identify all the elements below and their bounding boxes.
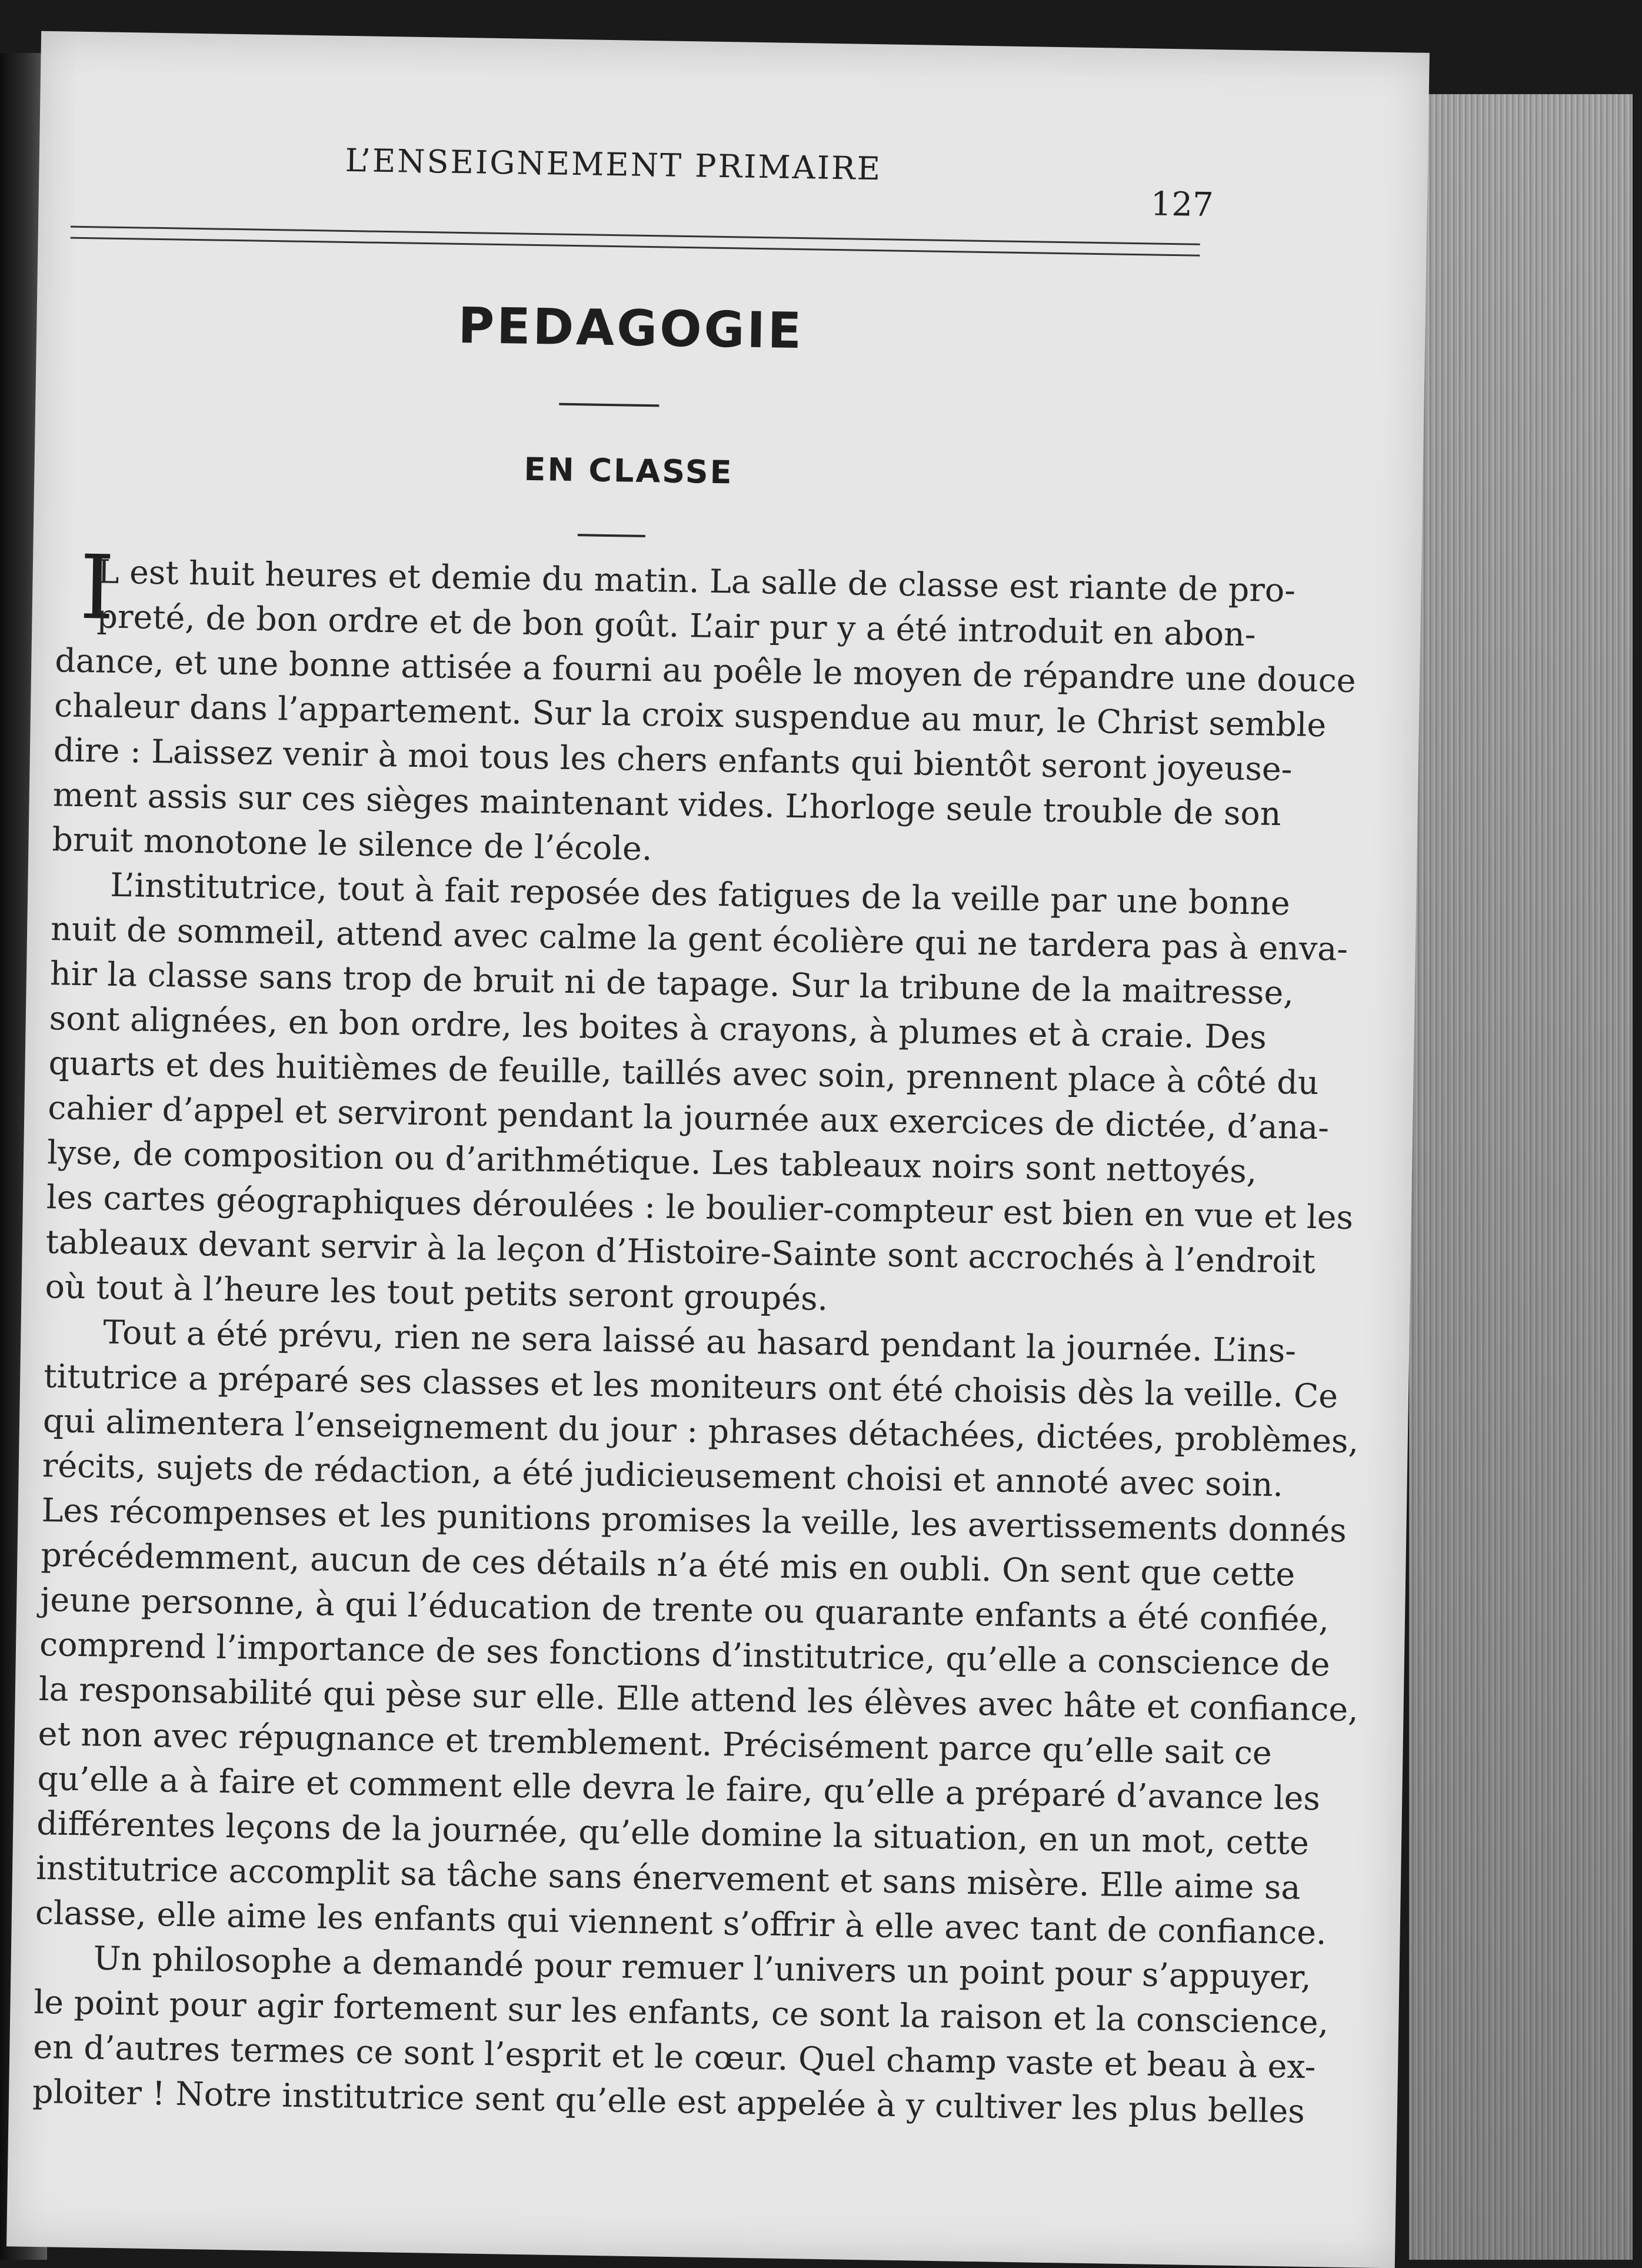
text-line: classe, elle aime les enfants qui viennent s’offrir à elle avec tant de confiance. bbox=[35, 1894, 1327, 1953]
header-double-rule bbox=[71, 226, 1200, 257]
text-line: les cartes géographiques déroulées : le boulier-compteur est bien en vue et les bbox=[46, 1179, 1354, 1238]
text-line: en d’autres termes ce sont l’esprit et le cœur. Quel champ vaste et beau à ex- bbox=[32, 2028, 1316, 2087]
text-line: Les récompenses et les punitions promises la veille, les avertissements donnés bbox=[41, 1492, 1347, 1550]
text-line: différentes leçons de la journée, qu’elle domine la situation, en un mot, cette bbox=[36, 1805, 1310, 1863]
text-line: hir la classe sans trop de bruit ni de tapage. Sur la tribune de la maitresse, bbox=[49, 955, 1294, 1013]
text-line: lyse, de composition ou d’arithmétique. Les tableaux noirs sont nettoyés, bbox=[46, 1134, 1257, 1191]
book-page-edges bbox=[1409, 94, 1633, 2260]
text-line: ment assis sur ces sièges maintenant vides. L’horloge seule trouble de son bbox=[52, 776, 1281, 834]
article-subtitle: EN CLASSE bbox=[524, 450, 734, 491]
title-rule bbox=[559, 403, 659, 407]
text-line: et non avec répugnance et tremblement. Précisément parce qu’elle sait ce bbox=[38, 1715, 1273, 1773]
page-number: 127 bbox=[1150, 185, 1214, 225]
text-line: tableaux devant servir à la leçon d’Histoire-Sainte sont accrochés à l’endroit bbox=[45, 1223, 1316, 1282]
text-line: jeune personne, à qui l’éducation de trente ou quarante enfants a été confiée, bbox=[39, 1581, 1330, 1640]
running-head: L’ENSEIGNEMENT PRIMAIRE bbox=[345, 141, 882, 188]
section-title: PEDAGOGIE bbox=[457, 296, 804, 360]
text-line: récits, sujets de rédaction, a été judicieusement choisi et annoté avec soin. bbox=[42, 1447, 1284, 1505]
text-line: nuit de sommeil, attend avec calme la gent écolière qui ne tardera pas à enva- bbox=[50, 910, 1348, 969]
text-line: bruit monotone le silence de l’école. bbox=[52, 821, 652, 869]
text-line: L’institutrice, tout à fait reposée des fatigues de la veille par une bonne bbox=[109, 866, 1291, 923]
drop-cap: I bbox=[78, 536, 115, 640]
text-line: ploiter ! Notre institutrice sent qu’elle est appelée à y cultiver les plus belles bbox=[32, 2073, 1305, 2131]
text-line: dance, et une bonne attisée a fourni au poêle le moyen de répandre une douce bbox=[54, 642, 1357, 700]
text-line: chaleur dans l’appartement. Sur la croix suspendue au mur, le Christ semble bbox=[54, 687, 1327, 745]
text-line: où tout à l’heure les tout petits seront groupés. bbox=[45, 1268, 828, 1319]
text-line: L est huit heures et demie du matin. La salle de classe est riante de pro- bbox=[97, 553, 1296, 610]
text-line: dire : Laissez venir à moi tous les chers enfants qui bientôt seront joyeuse- bbox=[53, 731, 1293, 789]
text-line: comprend l’importance de ses fonctions d’institutrice, qu’elle a conscience de bbox=[39, 1626, 1331, 1684]
text-line: qui alimentera l’enseignement du jour : phrases détachées, dictées, problèmes, bbox=[42, 1402, 1359, 1461]
text-line: quarts et des huitièmes de feuille, taillés avec soin, prennent place à côté du bbox=[48, 1045, 1319, 1103]
article-body bbox=[32, 549, 1359, 2132]
text-line: titutrice a préparé ses classes et les moniteurs ont été choisis dès la veille. Ce bbox=[43, 1358, 1338, 1416]
book-page bbox=[6, 31, 1430, 2268]
text-line: cahier d’appel et serviront pendant la journée aux exercices de dictée, d’ana- bbox=[47, 1089, 1330, 1148]
text-line: le point pour agir fortement sur les enfants, ce sont la raison et la conscience, bbox=[34, 1983, 1329, 2042]
text-line: qu’elle a à faire et comment elle devra le faire, qu’elle a préparé d’avance les bbox=[37, 1760, 1321, 1818]
text-line: Un philosophe a demandé pour remuer l’univers un point pour s’appuyer, bbox=[93, 1940, 1312, 1997]
text-line: précédemment, aucun de ces détails n’a été mis en oubli. On sent que cette bbox=[40, 1537, 1295, 1594]
subtitle-rule bbox=[578, 534, 645, 537]
text-line: sont alignées, en bon ordre, les boites à crayons, à plumes et à craie. Des bbox=[49, 1000, 1267, 1057]
text-line: la responsabilité qui pèse sur elle. Elle attend les élèves avec hâte et confiance, bbox=[38, 1671, 1359, 1730]
text-line: Tout a été prévu, rien ne sera laissé au hasard pendant la journée. L’ins- bbox=[102, 1313, 1297, 1371]
text-line: institutrice accomplit sa tâche sans énervement et sans misère. Elle aime sa bbox=[35, 1850, 1301, 1907]
text-line: preté, de bon ordre et de bon goût. L’air pur y a été introduit en abon- bbox=[96, 598, 1256, 654]
